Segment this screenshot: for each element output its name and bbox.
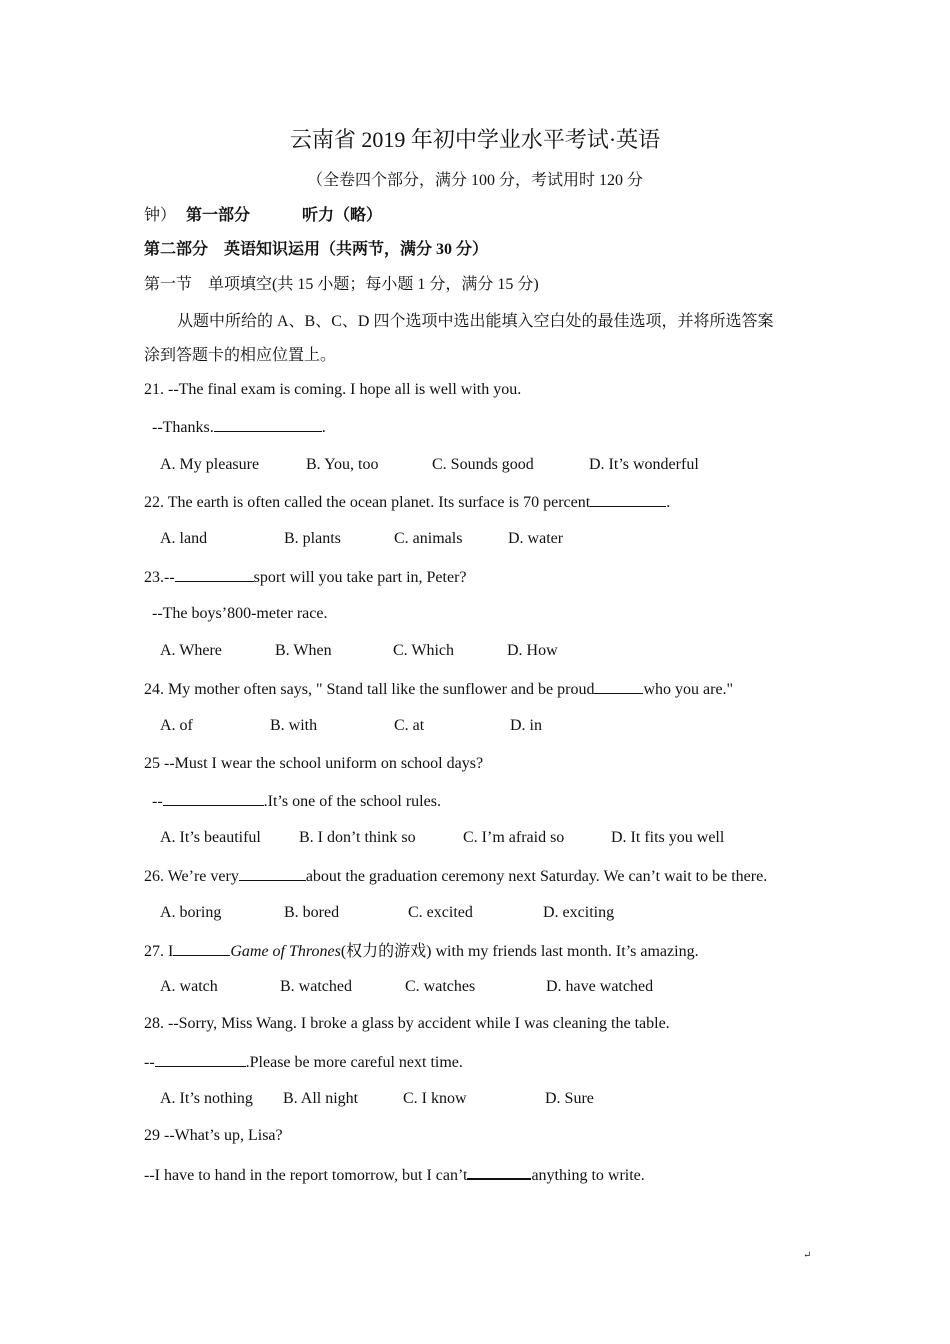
part1-label: 第一部分: [186, 207, 251, 224]
option-d: D. How: [507, 642, 558, 659]
option-a: A. My pleasure: [160, 456, 260, 473]
question-27: [144, 941, 699, 962]
question-25-reply: [152, 791, 441, 812]
option-b: B. All night: [283, 1090, 359, 1107]
option-b: B. I don’t think so: [299, 829, 416, 846]
reply-end: .: [321, 419, 326, 436]
option-b: B. watched: [280, 978, 352, 995]
answer-blank: [175, 567, 254, 582]
paragraph-mark-icon: ↵: [803, 1250, 812, 1261]
option-a: A. boring: [160, 904, 222, 921]
option-a: A. of: [160, 717, 193, 734]
option-c: C. Sounds good: [432, 456, 534, 473]
answer-blank: [155, 1052, 246, 1067]
option-b: B. bored: [284, 904, 340, 921]
option-a: A. land: [160, 530, 208, 547]
question-26: [144, 866, 767, 887]
question-text: sport will you take part in, Peter?: [253, 569, 467, 586]
option-d: D. It fits you well: [611, 829, 725, 846]
question-28: 28. --Sorry, Miss Wang. I broke a glass by accident while I was cleaning the table.: [144, 1015, 670, 1032]
part1-name: 听力（略）: [302, 207, 383, 224]
option-c: C. I know: [403, 1090, 467, 1107]
question-24: [144, 679, 733, 700]
answer-blank: [214, 417, 322, 432]
reply-end: anything to write.: [531, 1167, 645, 1184]
question-28-reply: [144, 1052, 463, 1073]
question-22: [144, 492, 670, 513]
answer-blank: [239, 866, 306, 881]
subtitle-continuation: 钟）: [144, 207, 177, 224]
answer-blank: [590, 492, 666, 507]
option-b: B. When: [275, 642, 332, 659]
option-d: D. exciting: [543, 904, 615, 921]
question-text: 24. My mother often says, " Stand tall like the sunflower and be proud: [144, 681, 595, 698]
option-d: D. in: [510, 717, 542, 734]
instruction-line-1: 从题中所给的 A、B、C、D 四个选项中选出能填入空白处的最佳选项，并将所选答案: [177, 313, 774, 330]
question-29: 29 --What’s up, Lisa?: [144, 1127, 283, 1144]
question-29-reply: [144, 1164, 645, 1186]
question-23-reply: --The boys’800-meter race.: [152, 605, 328, 622]
question-end: .: [666, 494, 671, 511]
reply-start: --: [144, 1054, 155, 1071]
option-b: B. You, too: [306, 456, 379, 473]
title-italic: Game of Thrones: [230, 943, 341, 960]
reply-text: .It’s one of the school rules.: [263, 793, 441, 810]
instruction-line-2: 涂到答题卡的相应位置上。: [144, 347, 337, 364]
option-a: A. It’s beautiful: [160, 829, 261, 846]
question-21: 21. --The final exam is coming. I hope all is well with you.: [144, 381, 522, 398]
reply-text: .Please be more careful next time.: [245, 1054, 463, 1071]
option-d: D. It’s wonderful: [589, 456, 699, 473]
option-b: B. plants: [284, 530, 341, 547]
question-end: who you are.": [643, 681, 734, 698]
option-d: D. Sure: [545, 1090, 594, 1107]
question-23: [144, 567, 467, 588]
question-start: 27. I: [144, 943, 174, 960]
answer-blank: [163, 791, 264, 806]
option-c: C. watches: [405, 978, 476, 995]
answer-blank: [173, 941, 230, 956]
answer-blank: [594, 679, 643, 694]
question-start: 26. We’re very: [144, 868, 239, 885]
question-21-reply: [152, 417, 326, 438]
question-text: 22. The earth is often called the ocean planet. Its surface is 70 percent: [144, 494, 591, 511]
question-start: 23.--: [144, 569, 175, 586]
question-25: 25 --Must I wear the school uniform on school days?: [144, 755, 484, 772]
option-d: D. water: [508, 530, 564, 547]
reply-text: --I have to hand in the report tomorrow, but I can’t: [144, 1167, 468, 1184]
reply-start: --: [152, 793, 163, 810]
option-d: D. have watched: [546, 978, 654, 995]
option-a: A. Where: [160, 642, 222, 659]
exam-title: 云南省 2019 年初中学业水平考试·英语: [289, 127, 661, 152]
option-c: C. Which: [393, 642, 455, 659]
part1-line: [144, 206, 382, 226]
option-a: A. watch: [160, 978, 218, 995]
option-c: C. animals: [394, 530, 463, 547]
option-c: C. at: [394, 717, 425, 734]
section1-heading: 第一节 单项填空(共 15 小题；每小题 1 分，满分 15 分): [144, 276, 539, 293]
question-text: (权力的游戏) with my friends last month. It’s amazing.: [340, 943, 699, 960]
question-text: about the graduation ceremony next Saturday. We can’t wait to be there.: [305, 868, 768, 885]
option-c: C. I’m afraid so: [463, 829, 565, 846]
reply-text: --Thanks.: [152, 419, 214, 436]
part2-heading: 第二部分 英语知识运用（共两节，满分 30 分）: [144, 241, 489, 258]
option-b: B. with: [270, 717, 318, 734]
answer-blank: [467, 1164, 531, 1180]
option-c: C. excited: [408, 904, 473, 921]
option-a: A. It’s nothing: [160, 1090, 253, 1107]
exam-subtitle: （全卷四个部分，满分 100 分，考试用时 120 分: [306, 172, 643, 189]
